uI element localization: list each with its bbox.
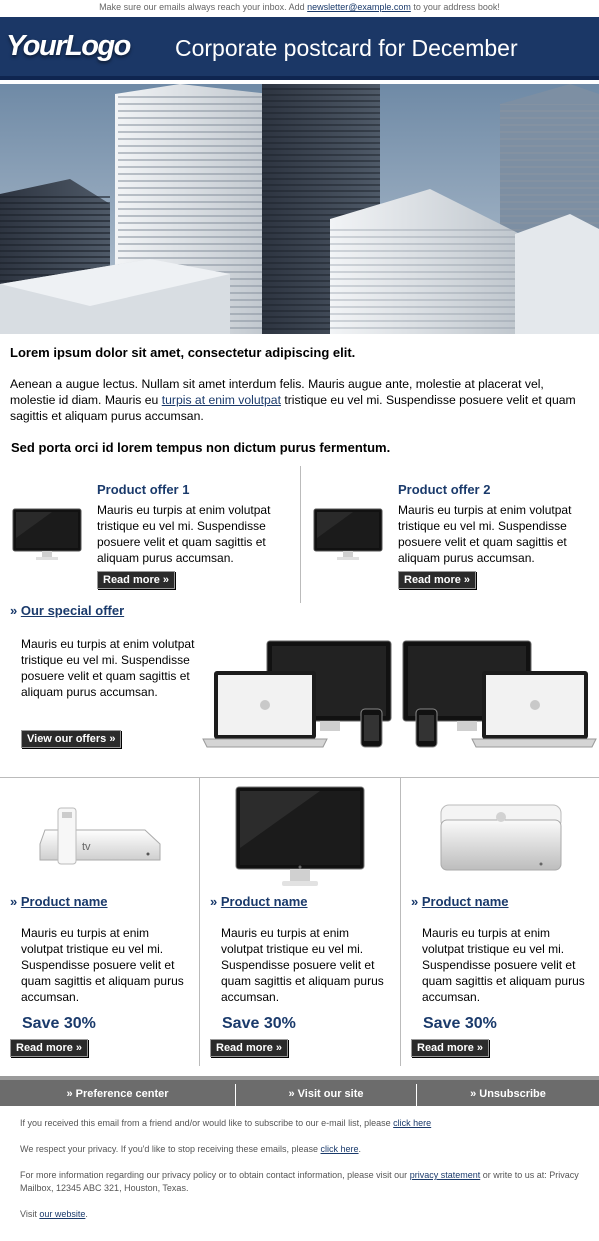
footer-text: If you received this email from a friend and/or would like to subscribe to our e-mail list, please — [20, 1118, 394, 1128]
visit-site-link[interactable]: » Visit our site — [288, 1088, 364, 1100]
preference-center-link[interactable]: » Preference center — [66, 1088, 169, 1100]
section-subtitle: Sed porta orci id lorem tempus non dictum purus fermentum. — [11, 440, 391, 455]
offer-title[interactable]: Product offer 1 — [97, 482, 190, 497]
footer-text-after: . — [358, 1144, 362, 1154]
city-buildings-image — [0, 84, 599, 334]
special-offer-text: Mauris eu turpis at enim volutpat tristique eu vel mi. Suspendisse posuere velit et quam sagittis et aliquam purus accumsan. — [21, 637, 195, 699]
intro-body-link[interactable]: turpis at enim volutpat — [161, 393, 281, 407]
preheader-text-after: to your address book! — [410, 2, 500, 12]
product-offer-2 — [301, 466, 599, 603]
page-title: Corporate postcard for December — [175, 35, 518, 61]
footer-privacy-note — [20, 1143, 585, 1156]
tv-logo-text: tv — [82, 841, 91, 853]
monitor-image — [200, 778, 399, 890]
product-name-link[interactable]: Product name — [220, 894, 308, 909]
product-name-link[interactable]: Product name — [421, 894, 509, 909]
arrow-prefix: » — [10, 603, 21, 618]
intro-body-text-after: tristique eu vel mi. Suspendisse posuere velit et quam sagittis et aliquam purus accumsan. — [10, 393, 576, 423]
newsletter-email-link[interactable]: newsletter@example.com — [307, 2, 411, 12]
product-card-2 — [200, 778, 399, 1065]
read-more-button[interactable]: Read more » — [97, 571, 175, 589]
subscribe-click-here-link[interactable]: click here — [393, 1118, 432, 1128]
save-label: Save 30% — [22, 1015, 96, 1032]
monitor-icon — [313, 508, 383, 564]
mini-computer-image — [401, 778, 599, 890]
arrow-prefix: » — [210, 894, 221, 909]
footer-text: Visit — [20, 1209, 40, 1219]
product-text: Mauris eu turpis at enim volutpat tristique eu vel mi. Suspendisse posuere velit et quam sagittis et aliquam purus accumsan. — [422, 926, 585, 1004]
save-label: Save 30% — [423, 1015, 497, 1032]
read-more-button[interactable]: Read more » — [10, 1039, 88, 1057]
product-text: Mauris eu turpis at enim volutpat tristique eu vel mi. Suspendisse posuere velit et quam sagittis et aliquam purus accumsan. — [21, 926, 184, 1004]
privacy-statement-link[interactable]: privacy statement — [409, 1170, 481, 1180]
footer-text-after: or write to us at: Privacy Mailbox, 12345 ABC 321, Houston, Texas. — [20, 1170, 579, 1193]
view-offers-button[interactable]: View our offers » — [21, 730, 121, 748]
footer-visit-note — [20, 1208, 585, 1221]
footer-text-after: . — [85, 1209, 88, 1219]
devices-image — [200, 638, 599, 753]
hero-image — [0, 84, 599, 334]
product-name-heading[interactable] — [411, 894, 509, 909]
preheader-text: Make sure our emails always reach your inbox. Add — [99, 2, 308, 12]
special-offer-link[interactable]: Our special offer — [20, 603, 125, 618]
product-card-1 — [0, 778, 199, 1065]
arrow-prefix: » — [10, 894, 21, 909]
monitor-icon — [12, 508, 82, 564]
tv-box-image — [0, 778, 199, 890]
special-offer-heading[interactable] — [10, 603, 124, 618]
intro-body-text: Aenean a augue lectus. Nullam sit amet interdum felis. Mauris augue ante, molestie at placerat vel, molestie id diam. Mauris eu — [10, 377, 544, 407]
arrow-prefix: » — [411, 894, 422, 909]
privacy-click-here-link[interactable]: click here — [320, 1144, 359, 1154]
product-text: Mauris eu turpis at enim volutpat tristique eu vel mi. Suspendisse posuere velit et quam sagittis et aliquam purus accumsan. — [221, 926, 384, 1004]
logo[interactable]: YourLogo — [6, 30, 130, 62]
footer-policy-note — [20, 1169, 585, 1195]
offer-text: Mauris eu turpis at enim volutpat tristique eu vel mi. Suspendisse posuere velit et quam sagittis et aliquam purus accumsan. — [97, 503, 271, 565]
intro-body — [10, 376, 590, 424]
footer-text: For more information regarding our privacy policy or to obtain contact information, please visit our — [20, 1170, 410, 1180]
our-website-link[interactable]: our website — [39, 1209, 86, 1219]
unsubscribe-link[interactable]: » Unsubscribe — [470, 1088, 546, 1100]
footer-nav — [0, 1076, 599, 1106]
save-label: Save 30% — [222, 1015, 296, 1032]
product-name-heading[interactable] — [10, 894, 108, 909]
product-name-heading[interactable] — [210, 894, 308, 909]
product-card-3 — [401, 778, 599, 1065]
read-more-button[interactable]: Read more » — [398, 571, 476, 589]
footer-subscribe-note — [20, 1117, 585, 1130]
offer-text: Mauris eu turpis at enim volutpat tristique eu vel mi. Suspendisse posuere velit et quam sagittis et aliquam purus accumsan. — [398, 503, 572, 565]
offer-title[interactable]: Product offer 2 — [398, 482, 491, 497]
header-banner — [0, 17, 599, 80]
footer-text: We respect your privacy. If you'd like to stop receiving these emails, please — [20, 1144, 321, 1154]
read-more-button[interactable]: Read more » — [210, 1039, 288, 1057]
preheader — [0, 0, 599, 16]
read-more-button[interactable]: Read more » — [411, 1039, 489, 1057]
product-name-link[interactable]: Product name — [20, 894, 108, 909]
intro-title: Lorem ipsum dolor sit amet, consectetur adipiscing elit. — [10, 345, 356, 360]
product-offer-1 — [0, 466, 300, 603]
